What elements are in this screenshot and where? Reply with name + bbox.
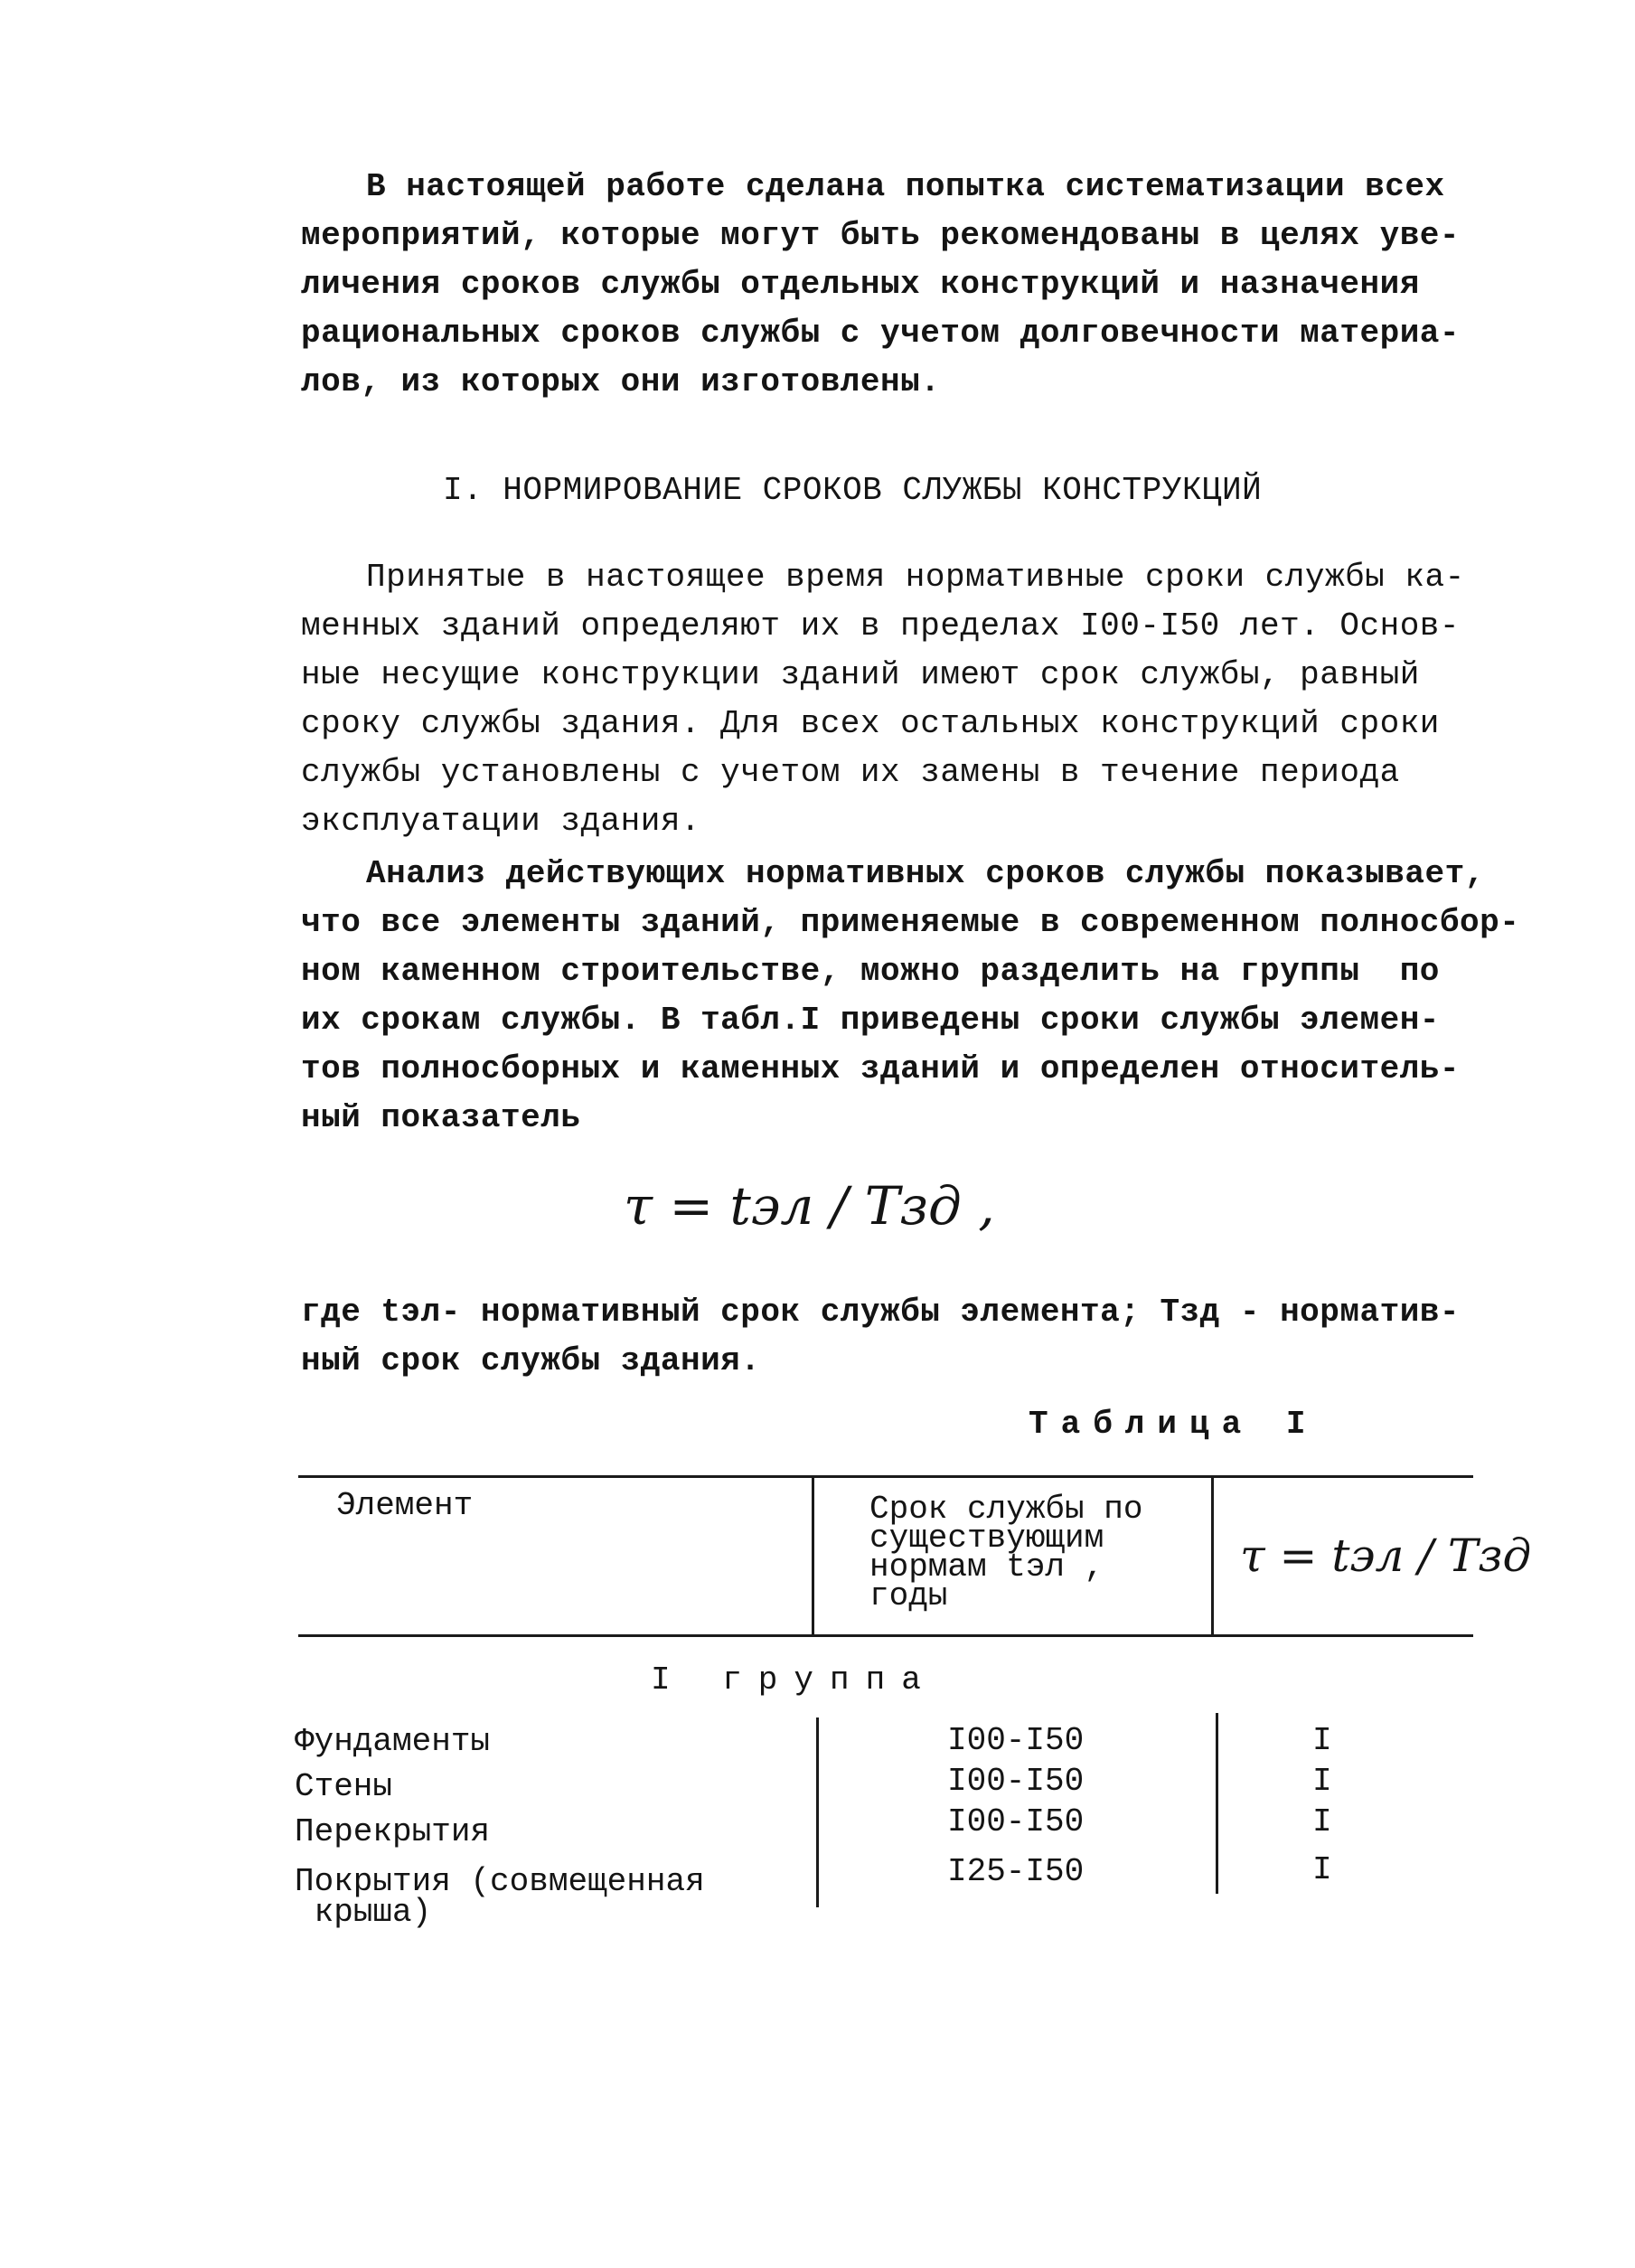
table-row-term: I00-I50 bbox=[947, 1763, 1085, 1800]
paragraph-norms bbox=[301, 553, 1503, 846]
header-term-line: нормам tэл , bbox=[869, 1548, 1104, 1586]
header-ratio: τ = tэл / Tзд bbox=[1240, 1529, 1532, 1582]
paragraph-line: где tэл- нормативный срок службы элемента; Tзд - норматив- bbox=[301, 1294, 1461, 1331]
section-heading: I. НОРМИРОВАНИЕ СРОКОВ СЛУЖБЫ КОНСТРУКЦИЙ bbox=[443, 472, 1263, 509]
table-row-name: Стены bbox=[295, 1768, 393, 1805]
paragraph-analysis bbox=[301, 850, 1520, 1143]
header-term-line: существующим bbox=[869, 1520, 1104, 1557]
paragraph-line: Анализ действующих нормативных сроков службы показывает, bbox=[366, 855, 1485, 892]
body-divider bbox=[816, 1717, 819, 1907]
table-row-name: Покрытия (совмещенная крыша) bbox=[295, 1863, 705, 1931]
paragraph-line: ный показатель bbox=[301, 1099, 581, 1136]
paragraph-line: эксплуатации здания. bbox=[301, 803, 701, 840]
table-header-rule bbox=[298, 1634, 1473, 1637]
table-row-name: Фундаменты bbox=[295, 1723, 491, 1760]
formula-ratio: τ = tэл / Tзд , bbox=[624, 1175, 995, 1237]
header-term-line: годы bbox=[869, 1577, 948, 1614]
table-row-ratio: I bbox=[1312, 1803, 1332, 1840]
table-row-ratio: I bbox=[1312, 1722, 1332, 1759]
paragraph-line: их срокам службы. В табл.I приведены сроки службы элемен- bbox=[301, 1002, 1440, 1039]
body-divider bbox=[1216, 1713, 1218, 1894]
paragraph-line: ные несущие конструкции зданий имеют срок службы, равный bbox=[301, 656, 1420, 693]
header-term-line: Срок службы по bbox=[869, 1491, 1143, 1528]
paragraph-line: менных зданий определяют их в пределах I00-I50 лет. Основ- bbox=[301, 607, 1461, 645]
paragraph-line: службы установлены с учетом их замены в течение периода bbox=[301, 754, 1400, 791]
paragraph-line: сроку службы здания. Для всех остальных конструкций сроки bbox=[301, 705, 1440, 742]
intro-line: В настоящей работе сделана попытка систематизации всех bbox=[366, 168, 1445, 205]
table-row-ratio: I bbox=[1312, 1763, 1332, 1800]
table-row-ratio: I bbox=[1312, 1851, 1332, 1888]
table-row-term: I25-I50 bbox=[947, 1853, 1085, 1890]
paragraph-line: что все элементы зданий, применяемые в современном полносбор- bbox=[301, 904, 1520, 941]
paragraph-line: ном каменном строительстве, можно разделить на группы по bbox=[301, 953, 1440, 990]
intro-line: мероприятий, которые могут быть рекомендованы в целях уве- bbox=[301, 217, 1461, 254]
paragraph-line: ный срок службы здания. bbox=[301, 1342, 761, 1379]
paragraph-line: Принятые в настоящее время нормативные сроки службы ка- bbox=[366, 559, 1465, 596]
intro-paragraph bbox=[301, 163, 1503, 407]
paragraph-line: тов полносборных и каменных зданий и определен относитель- bbox=[301, 1050, 1461, 1087]
intro-line: рациональных сроков службы с учетом долговечности материа- bbox=[301, 315, 1461, 352]
intro-line: личения сроков службы отдельных конструкций и назначения bbox=[301, 266, 1420, 303]
table-row-name: Перекрытия bbox=[295, 1813, 491, 1850]
header-element: Элемент bbox=[336, 1487, 474, 1524]
paragraph-where bbox=[301, 1288, 1503, 1386]
header-divider bbox=[812, 1478, 814, 1634]
table-row-term: I00-I50 bbox=[947, 1722, 1085, 1759]
table-caption: Таблица I bbox=[1029, 1406, 1319, 1443]
table-top-rule bbox=[298, 1475, 1473, 1478]
intro-line: лов, из которых они изготовлены. bbox=[301, 363, 941, 400]
table-row-term: I00-I50 bbox=[947, 1803, 1085, 1840]
group-title: I группа bbox=[651, 1661, 937, 1699]
header-divider bbox=[1211, 1478, 1214, 1634]
